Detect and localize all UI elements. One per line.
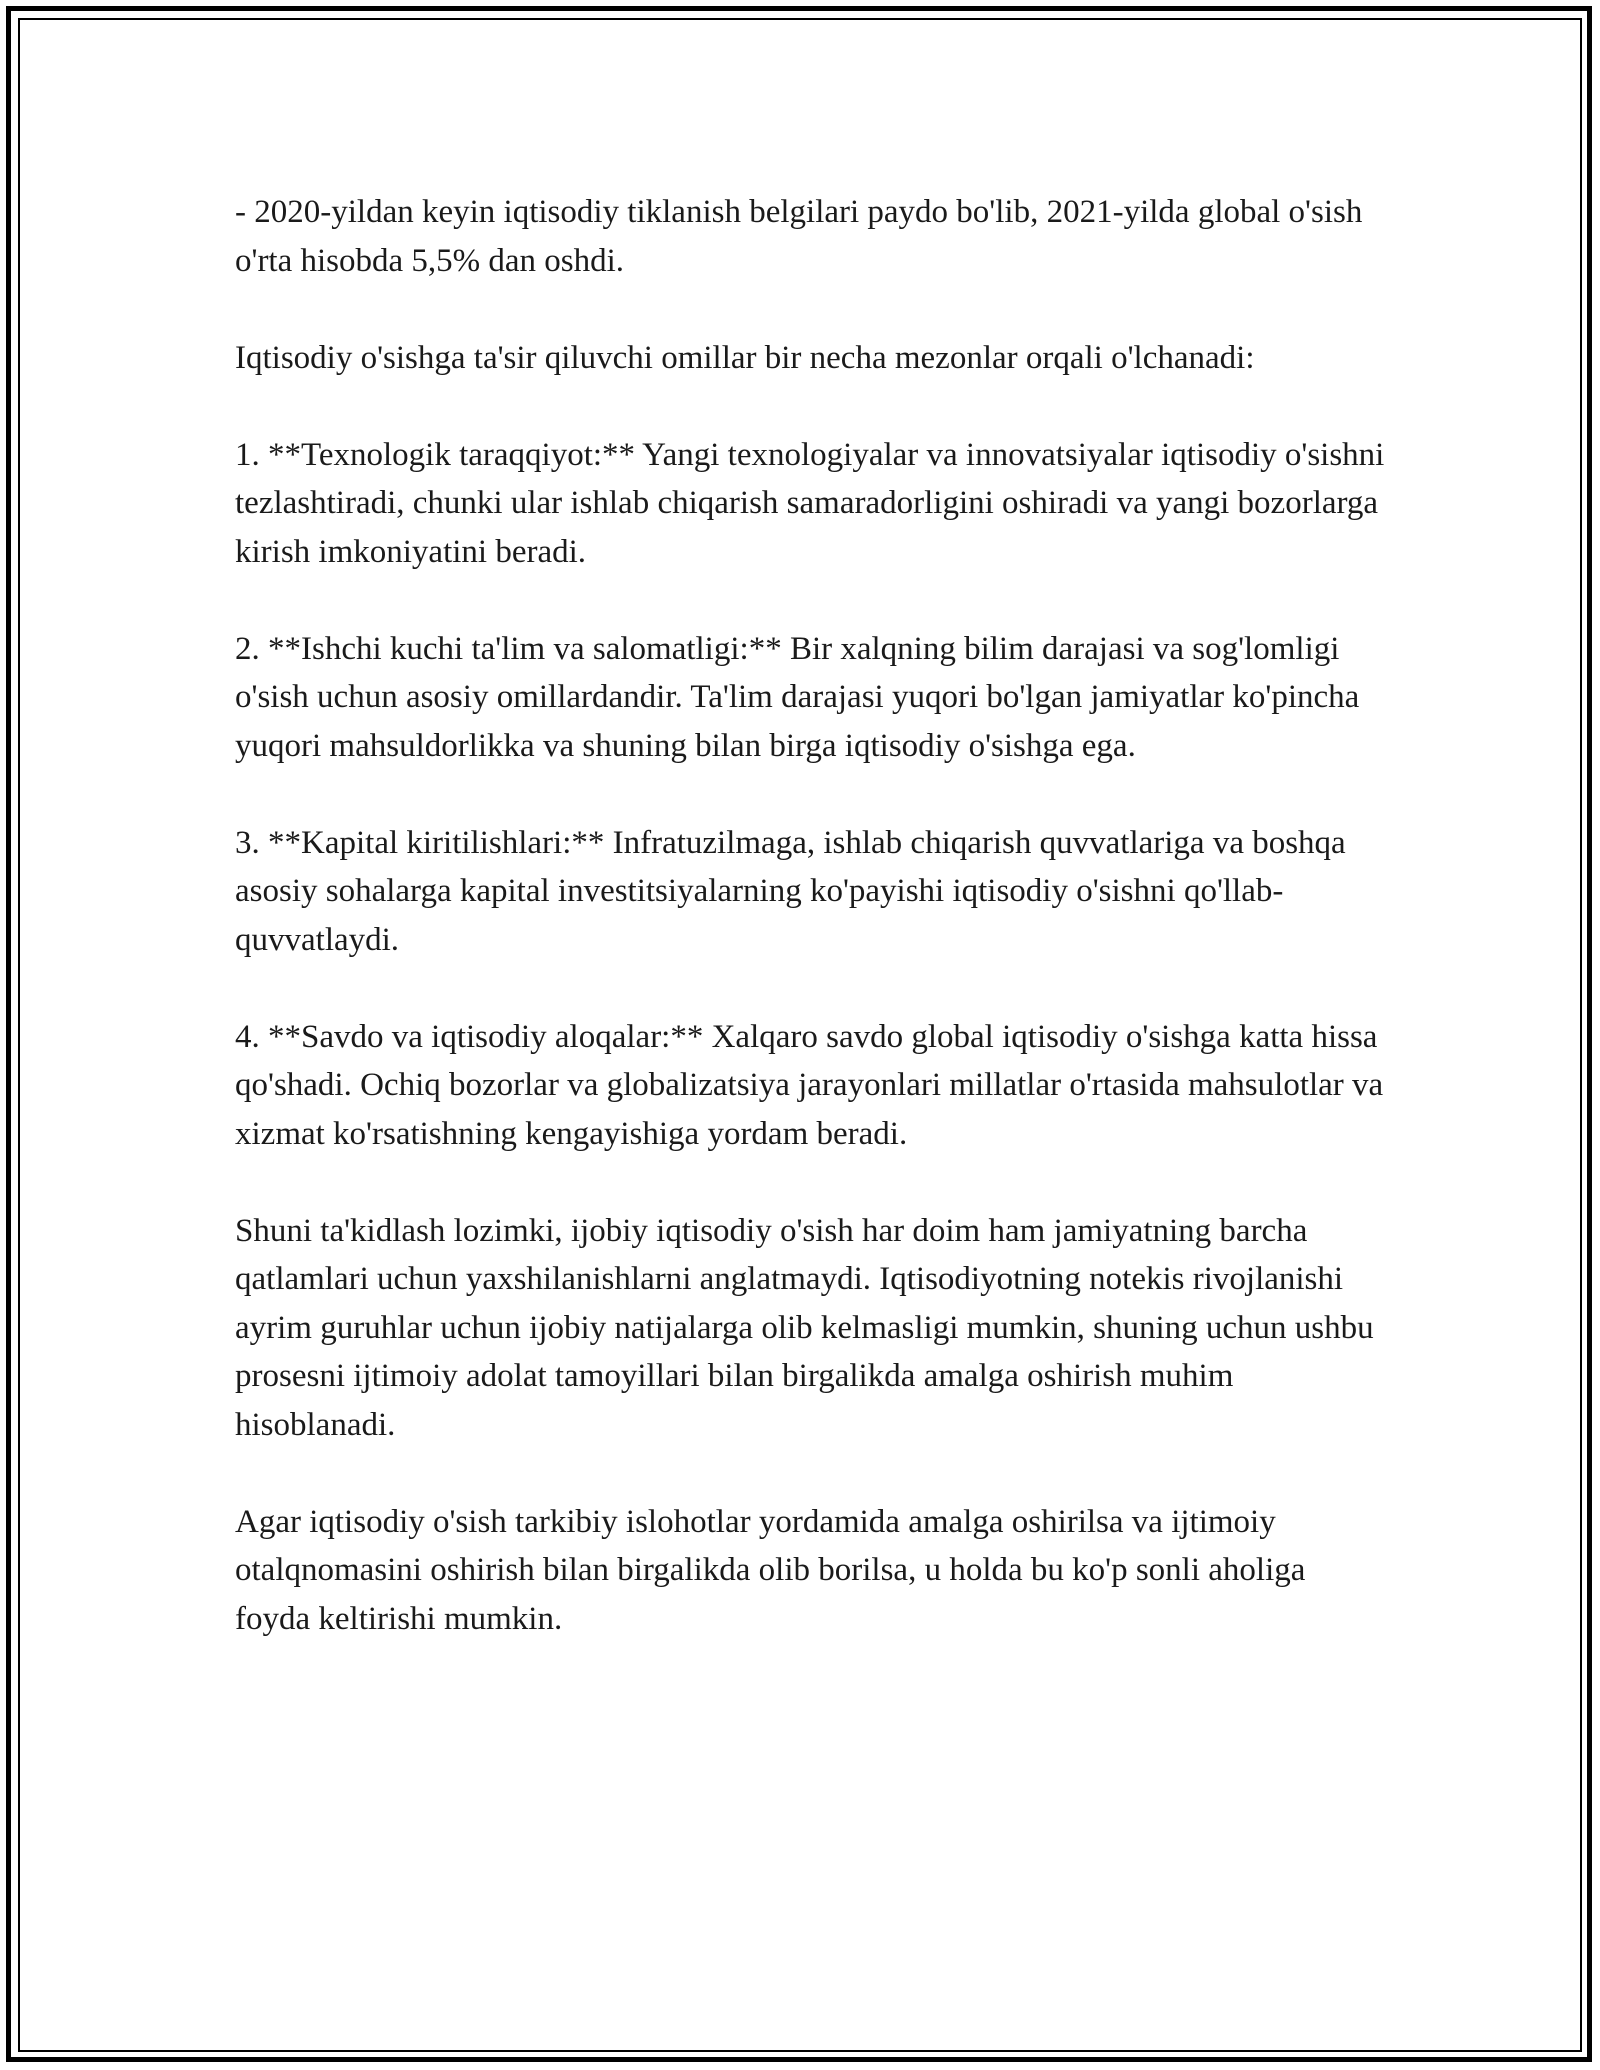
list-item-capital: 3. **Kapital kiritilishlari:** Infratuzilmaga, ishlab chiqarish quvvatlariga va boshqa asosiy sohalarga kapital investitsiyalarning ko'payishi iqtisodiy o'sishni qo'llab-quvvatlaydi. bbox=[235, 824, 1346, 958]
list-item-technology: 1. **Texnologik taraqqiyot:** Yangi texnologiyalar va innovatsiyalar iqtisodiy o'sishni tezlashtiradi, chunki ular ishlab chiqarish samaradorligini oshiradi va yangi bozorlarga kirish imkoniyatini beradi. bbox=[235, 436, 1385, 570]
paragraph-recovery-note: - 2020-yildan keyin iqtisodiy tiklanish belgilari paydo bo'lib, 2021-yilda global o'sish o'rta hisobda 5,5% dan oshdi. bbox=[235, 194, 1363, 279]
list-item-workforce: 2. **Ishchi kuchi ta'lim va salomatligi:** Bir xalqning bilim darajasi va sog'lomligi o'sish uchun asosiy omillardandir. Ta'lim darajasi yuqori bo'lgan jamiyatlar ko'pincha yuqori mahsuldorlikka va shuning bilan birga iqtisodiy o'sishga ega. bbox=[235, 630, 1360, 764]
list-item-trade: 4. **Savdo va iqtisodiy aloqalar:** Xalqaro savdo global iqtisodiy o'sishga katta hissa qo'shadi. Ochiq bozorlar va globalizatsiya jarayonlari millatlar o'rtasida mahsulotlar va xizmat ko'rsatishning kengayishiga yordam beradi. bbox=[235, 1018, 1384, 1152]
paragraph-inequality-note: Shuni ta'kidlash lozimki, ijobiy iqtisodiy o'sish har doim ham jamiyatning barcha qatlamlari uchun yaxshilanishlarni anglatmaydi. Iqtisodiyotning notekis rivojlanishi ayrim guruhlar uchun ijobiy natijalarga olib kelmasligi mumkin, shuning uchun ushbu prosesni ijtimoiy adolat tamoyillari bilan birgalikda amalga oshirish muhim hisoblanadi. bbox=[235, 1212, 1374, 1443]
paragraph-conclusion: Agar iqtisodiy o'sish tarkibiy islohotlar yordamida amalga oshirilsa va ijtimoiy otalqnomasini oshirish bilan birgalikda olib borilsa, u holda bu ko'p sonli aholiga foyda keltirishi mumkin. bbox=[235, 1503, 1306, 1637]
document-body bbox=[235, 188, 1385, 1643]
paragraph-factors-intro: Iqtisodiy o'sishga ta'sir qiluvchi omillar bir necha mezonlar orqali o'lchanadi: bbox=[235, 339, 1255, 376]
